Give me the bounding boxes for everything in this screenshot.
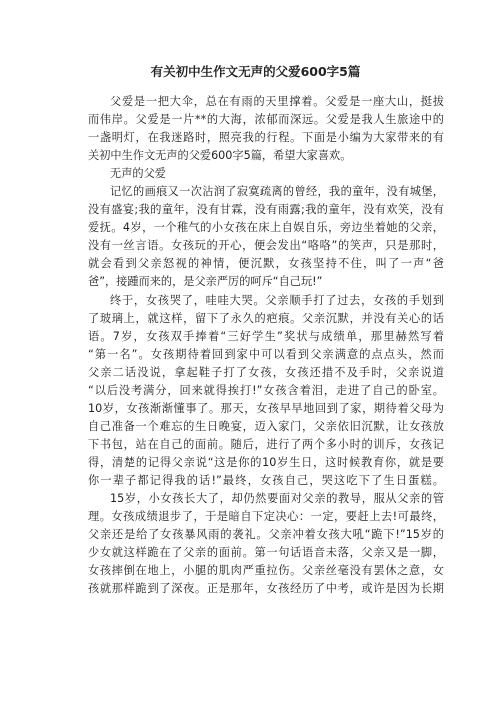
body-text-line: 语。7岁，女孩双手捧着“三好学生”奖状与成绩单，那里赫然写着 bbox=[88, 329, 444, 343]
body-text-line: 没有盛宴;我的童年，没有甘霖，没有雨露;我的童年，没有欢笑，没有 bbox=[88, 203, 444, 217]
body-text-line: 你一辈子都记得我的话!”最终，女孩自己，哭这吃下了生日蛋糕。 bbox=[88, 473, 444, 487]
document-title: 有关初中生作文无声的父爱600字5篇 bbox=[150, 64, 361, 79]
document-body bbox=[88, 93, 444, 598]
body-text-line: 下书包，站在自己的面前。随后，进行了两个多小时的训斥，女孩记 bbox=[88, 437, 444, 451]
body-text-line: 无声的父爱 bbox=[110, 167, 166, 181]
body-text-line: 没有一丝言语。女孩玩的开心，便会发出“咯咯”的笑声，只是那时， bbox=[88, 239, 444, 253]
body-text-line: 10岁，女孩渐渐懂事了。那天，女孩早早地回到了家，期待着父母为 bbox=[88, 401, 444, 415]
body-text-line: 父亲二话没说，拿起鞋子打了女孩，女孩还措不及手时，父亲说道 bbox=[88, 365, 444, 379]
body-text-line: 爱抚。4岁，一个稚气的小女孩在床上自娱自乐，旁边坐着她的父亲， bbox=[88, 221, 444, 235]
body-text-line: “以后没考满分，回来就得挨打!”女孩含着泪，走进了自己的卧室。 bbox=[88, 383, 444, 397]
body-text-line: 了玻璃上，就这样，留下了永久的疤痕。父亲沉默，并没有关心的话 bbox=[88, 311, 444, 325]
body-text-line: 得，清楚的记得父亲说“这是你的10岁生日，这时候教育你，就是要 bbox=[88, 455, 444, 469]
body-text-line: 女孩摔倒在地上，小腿的肌肉严重拉伤。父亲丝毫没有罢休之意，女 bbox=[88, 564, 444, 578]
body-text-line: 父亲还是给了女孩暴风雨的袭礼。父亲冲着女孩大吼“跪下!”15岁的 bbox=[88, 528, 444, 542]
body-text-line: 爸”，接踵而来的，是父亲严厉的呵斥“自己玩!” bbox=[88, 275, 323, 289]
body-text-line: 15岁，小女孩长大了，却仍然要面对父亲的教导，服从父亲的管 bbox=[110, 492, 444, 506]
body-text-line: 终于，女孩哭了，哇哇大哭。父亲顺手打了过去，女孩的手划到 bbox=[110, 293, 444, 307]
body-text-line: 就会看到父亲怒视的神情，便沉默，女孩坚持不住，叫了一声“爸 bbox=[88, 257, 444, 271]
body-text-line: 而伟岸。父爱是一片**的大海，浓郁而深远。父爱是我人生旅途中的 bbox=[88, 113, 444, 127]
body-text-line: 少女就这样跪在了父亲的面前。第一句话语音未落，父亲又是一脚， bbox=[88, 546, 444, 560]
body-text-line: “第一名”。女孩期待着回到家中可以看到父亲满意的点点头，然而 bbox=[88, 347, 444, 361]
body-text-line: 记忆的画痕又一次沾润了寂寞疏离的曾经，我的童年，没有城堡， bbox=[110, 185, 444, 199]
body-text-line: 自己准备一个难忘的生日晚宴，迈入家门，父亲依旧沉默，让女孩放 bbox=[88, 419, 444, 433]
body-text-line: 一盏明灯，在我迷路时，照亮我的行程。下面是小编为大家带来的有 bbox=[88, 131, 444, 145]
body-text-line: 理。女孩成绩退步了，于是暗自下定决心：一定，要赶上去!可最终， bbox=[88, 510, 444, 524]
body-text-line: 关初中生作文无声的父爱600字5篇，希望大家喜欢。 bbox=[88, 149, 352, 163]
body-text-line: 父爱是一把大伞，总在有雨的天里撑着。父爱是一座大山，挺拔 bbox=[110, 95, 444, 108]
body-text-line: 孩就那样跪到了深夜。正是那年，女孩经历了中考，或许是因为长期 bbox=[88, 582, 444, 596]
